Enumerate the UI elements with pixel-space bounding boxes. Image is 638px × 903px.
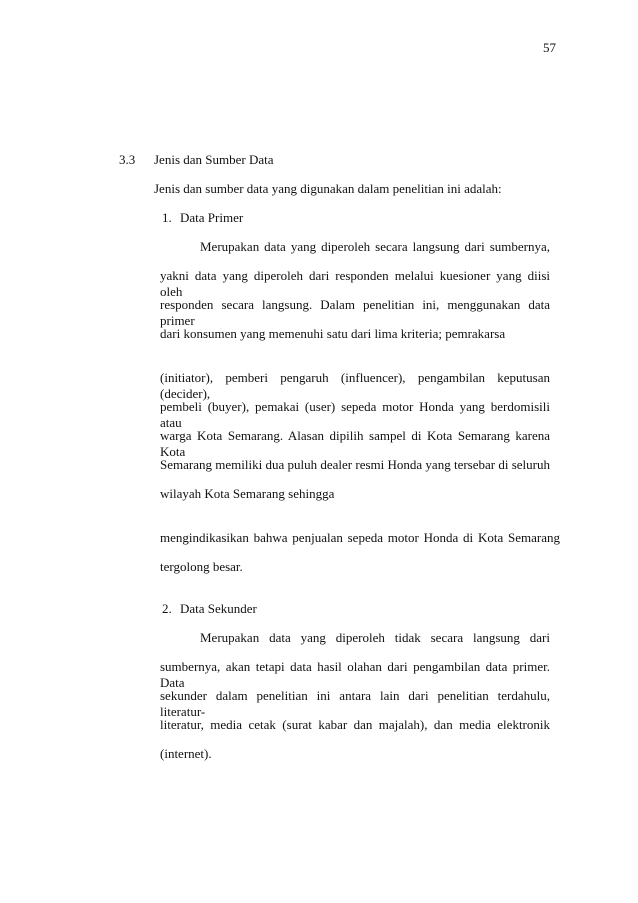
list-marker: 1. (162, 210, 172, 225)
section-number: 3.3 (119, 152, 136, 167)
paragraph-line: (initiator), pemberi pengaruh (influencer), pengambilan keputusan (decider), (160, 370, 550, 401)
section-title: Jenis dan Sumber Data (154, 152, 274, 167)
paragraph-line: sekunder dalam penelitian ini antara lain dari penelitian terdahulu, literatur- (160, 688, 550, 719)
paragraph-line: Merupakan data yang diperoleh secara langsung dari sumbernya, (200, 239, 550, 254)
paragraph-line: Semarang memiliki dua puluh dealer resmi Honda yang tersebar di seluruh (160, 457, 550, 472)
list-marker: 2. (162, 601, 172, 616)
item-heading: Data Primer (180, 210, 244, 225)
page-number: 57 (543, 40, 556, 55)
paragraph-line: Merupakan data yang diperoleh tidak secara langsung dari (200, 630, 550, 645)
paragraph-line: sumbernya, akan tetapi data hasil olahan dari pengambilan data primer. Data (160, 659, 550, 690)
item-heading: Data Sekunder (180, 601, 257, 616)
paragraph-line: literatur, media cetak (surat kabar dan majalah), dan media elektronik (160, 717, 550, 732)
paragraph-line: (internet). (160, 746, 212, 761)
paragraph-line: responden secara langsung. Dalam penelitian ini, menggunakan data primer (160, 297, 550, 328)
paragraph-line: wilayah Kota Semarang sehingga (160, 486, 335, 501)
paragraph-line: yakni data yang diperoleh dari responden melalui kuesioner yang diisi oleh (160, 268, 550, 299)
section-intro: Jenis dan sumber data yang digunakan dalam penelitian ini adalah: (154, 181, 502, 196)
paragraph-line: dari konsumen yang memenuhi satu dari lima kriteria; pemrakarsa (160, 326, 506, 341)
paragraph-line: pembeli (buyer), pemakai (user) sepeda motor Honda yang berdomisili atau (160, 399, 550, 430)
paragraph-line: warga Kota Semarang. Alasan dipilih sampel di Kota Semarang karena Kota (160, 428, 550, 459)
paragraph-line: mengindikasikan bahwa penjualan sepeda motor Honda di Kota Semarang (160, 530, 560, 545)
paragraph-line: tergolong besar. (160, 559, 243, 574)
